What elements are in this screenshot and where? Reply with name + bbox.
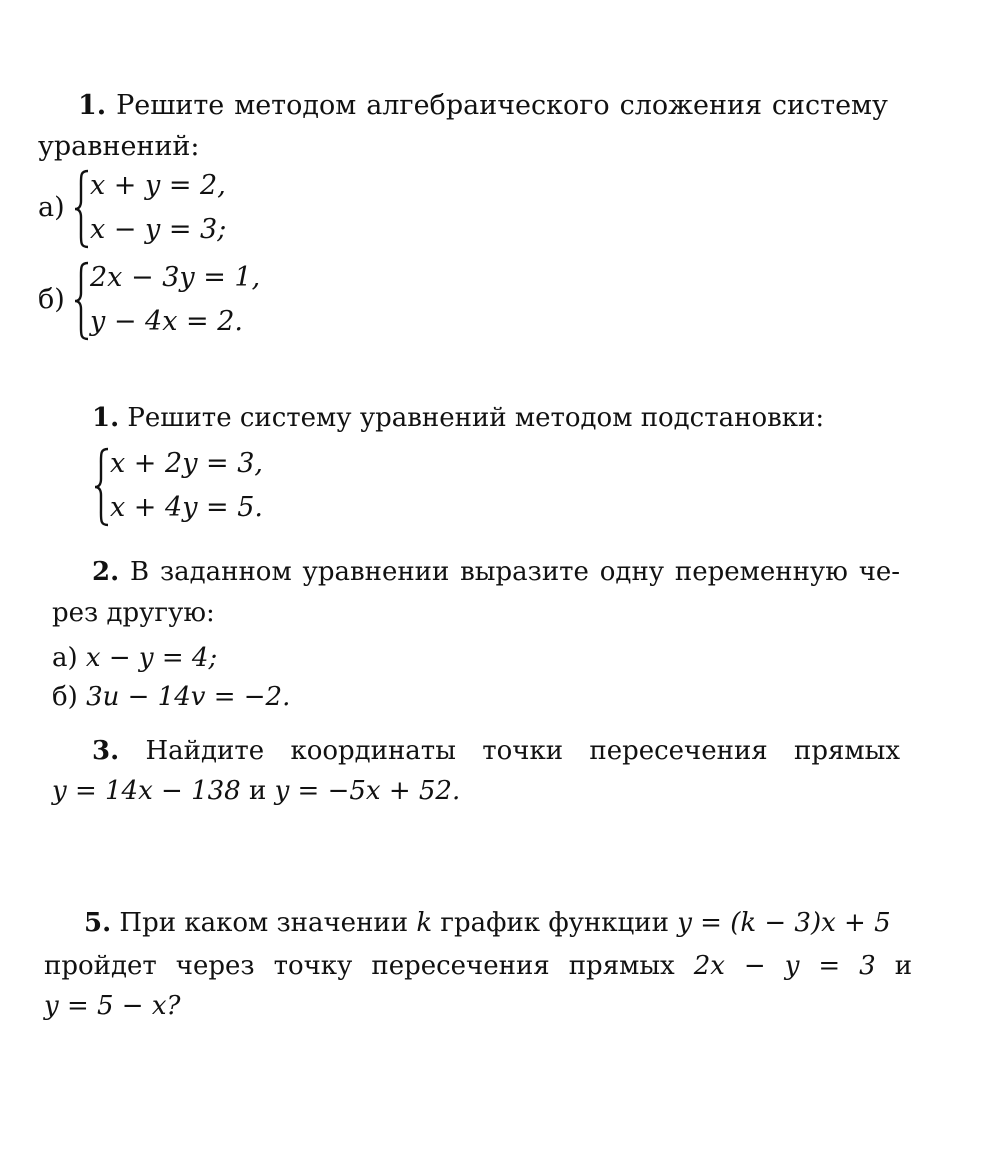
problem-5-word: и [894,951,913,981]
problem-5-word: точку [273,951,353,981]
problem-b-line1 [92,400,824,436]
problem-2-word: уравнении [302,557,450,587]
problem-3-line1 [92,733,900,769]
problem-a-word: сложения [619,90,762,121]
problem-a-word: Решите [116,90,225,121]
problem-a-number: 1. [78,90,107,121]
problem-2-word: че- [858,557,901,587]
problem-2-part-a-expr: x − y = 4; [85,643,218,673]
problem-a-part-b-eq2: y − 4x = 2. [90,306,243,337]
problem-a-part-a-eq2: x − y = 3; [90,214,227,245]
left-brace-icon [72,168,92,250]
problem-5-text1: При каком значении [119,908,409,938]
problem-5-text2: график функции [440,908,669,938]
left-brace-icon [72,260,92,342]
problem-2-word: выразите [460,557,589,587]
problem-5-expr3: y = 5 − x? [44,991,181,1021]
problem-2-number: 2. [92,557,120,587]
problem-a-part-a-label: а) [38,192,65,223]
problem-5-word: прямых [568,951,675,981]
problem-2-word: заданном [159,557,292,587]
problem-a-part-b-eq1: 2x − 3y = 1, [90,262,261,293]
problem-2-line2 [52,595,215,631]
problem-2-part-a-label: а) [52,643,78,673]
problem-2-word: переменную [674,557,848,587]
problem-3-conj: и [248,776,267,806]
problem-5-number: 5. [84,908,112,938]
problem-2-text-cont: рез другую: [52,598,215,628]
problem-5-word: через [175,951,255,981]
problem-a-part-b-label: б) [38,284,65,315]
problem-5-line1 [84,905,891,941]
left-brace-icon [92,446,112,528]
problem-a-word: методом [234,90,357,121]
problem-b-eq2: x + 4y = 5. [110,492,263,523]
problem-3-word: Найдите [145,736,265,766]
problem-a-word: алгебраического [366,90,610,121]
problem-3-word: точки [482,736,564,766]
problem-b-text: Решите систему уравнений методом подстановки: [127,403,825,433]
problem-5-line2 [44,948,912,984]
problem-b-number: 1. [92,403,120,433]
problem-a-text-cont: уравнений: [38,131,200,162]
problem-3-word: пересечения [589,736,768,766]
problem-2-part-b [52,679,290,715]
problem-2-part-b-label: б) [52,682,78,712]
problem-a-line1 [78,88,888,124]
problem-5-expr: y = (k − 3)x + 5 [677,908,891,938]
problem-2-part-a [52,640,217,676]
problem-a-part-a-eq1: x + y = 2, [90,170,226,201]
problem-3-word: прямых [794,736,900,766]
problem-3-number: 3. [92,736,120,766]
problem-2-word: одну [599,557,665,587]
problem-a-line2 [38,129,200,165]
problem-5-word: пересечения [371,951,550,981]
problem-3-expr1: y = 14x − 138 [52,776,241,806]
problem-3-word: координаты [290,736,456,766]
problem-a-word: систему [771,90,888,121]
problem-5-line3 [44,988,180,1024]
problem-2-word: В [130,557,150,587]
problem-2-line1 [92,554,900,590]
problem-5-expr2: 2x − y = 3 [693,951,876,981]
problem-5-k: k [416,908,433,938]
problem-3-line2 [52,773,460,809]
problem-5-word: пройдет [44,951,157,981]
problem-2-part-b-expr: 3u − 14v = −2. [86,682,291,712]
problem-3-expr2: y = −5x + 52. [274,776,461,806]
problem-b-eq1: x + 2y = 3, [110,448,263,479]
